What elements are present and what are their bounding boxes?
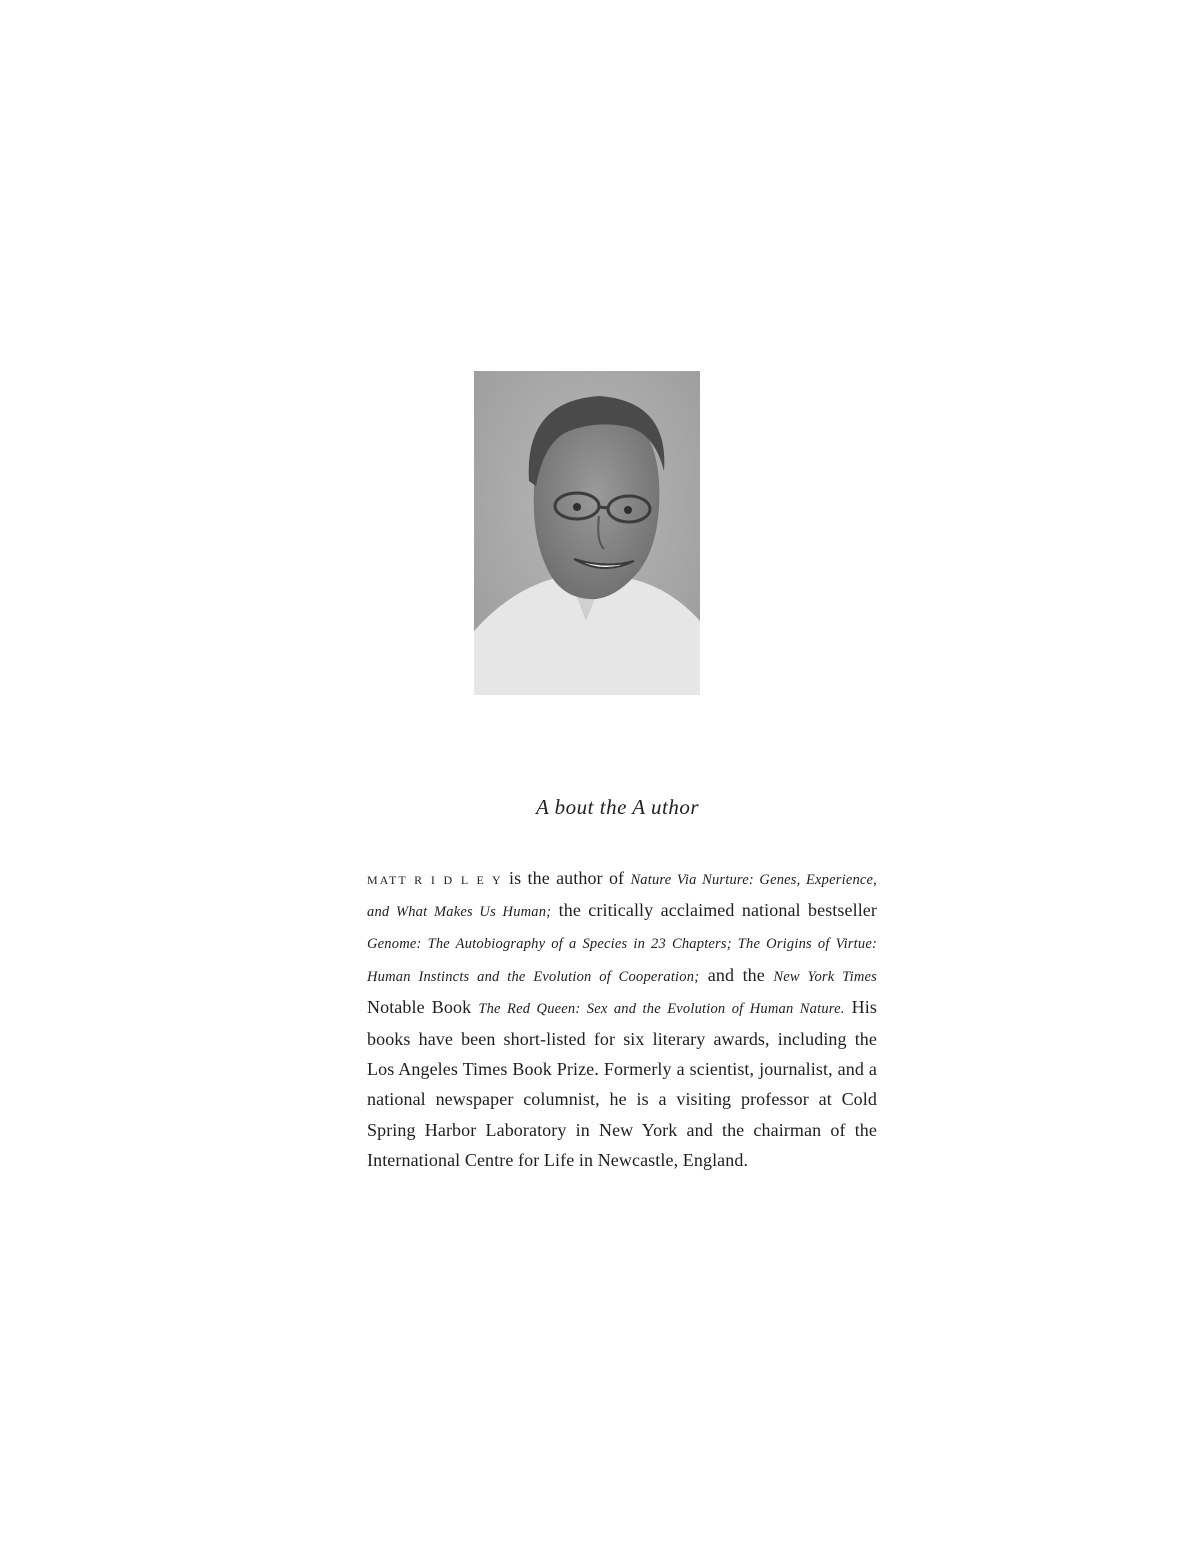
bio-seg-4: and the — [699, 964, 774, 985]
bio-seg-7: The Red Queen: Sex and the Evolution of Human Nature. — [478, 1000, 845, 1017]
bio-seg-3: Genome: The Autobiography of a Species in 23 Chapters; The Origins of Virtue: Human Instincts and the Evolution of Cooperation; — [367, 936, 877, 985]
bio-seg-5: New York Times — [773, 968, 877, 985]
bio-seg-1: Nature Via Nurture: Genes, Experience, and What Makes Us Human; — [367, 872, 878, 921]
bio-seg-6: Notable Book — [367, 996, 479, 1017]
author-portrait-image — [474, 371, 700, 695]
page-title: A bout the A uthor — [535, 795, 699, 819]
author-bio — [367, 863, 877, 1175]
author-name: MATT R I D L E Y — [367, 873, 503, 887]
bio-seg-0: is the author of — [502, 868, 631, 888]
bio-seg-8: His books have been short-listed for six literary awards, including the Los Angeles Times Book Prize. Formerly a scientist, journalist, and a national newspaper columnist, he is a visiting professor at Cold Spring Harbor Laboratory in New York and the chairman of the International Centre for Life in Newcastle, England. — [367, 996, 877, 1170]
author-photo — [474, 371, 700, 695]
bio-seg-2: the critically acclaimed national bestseller — [551, 900, 877, 921]
